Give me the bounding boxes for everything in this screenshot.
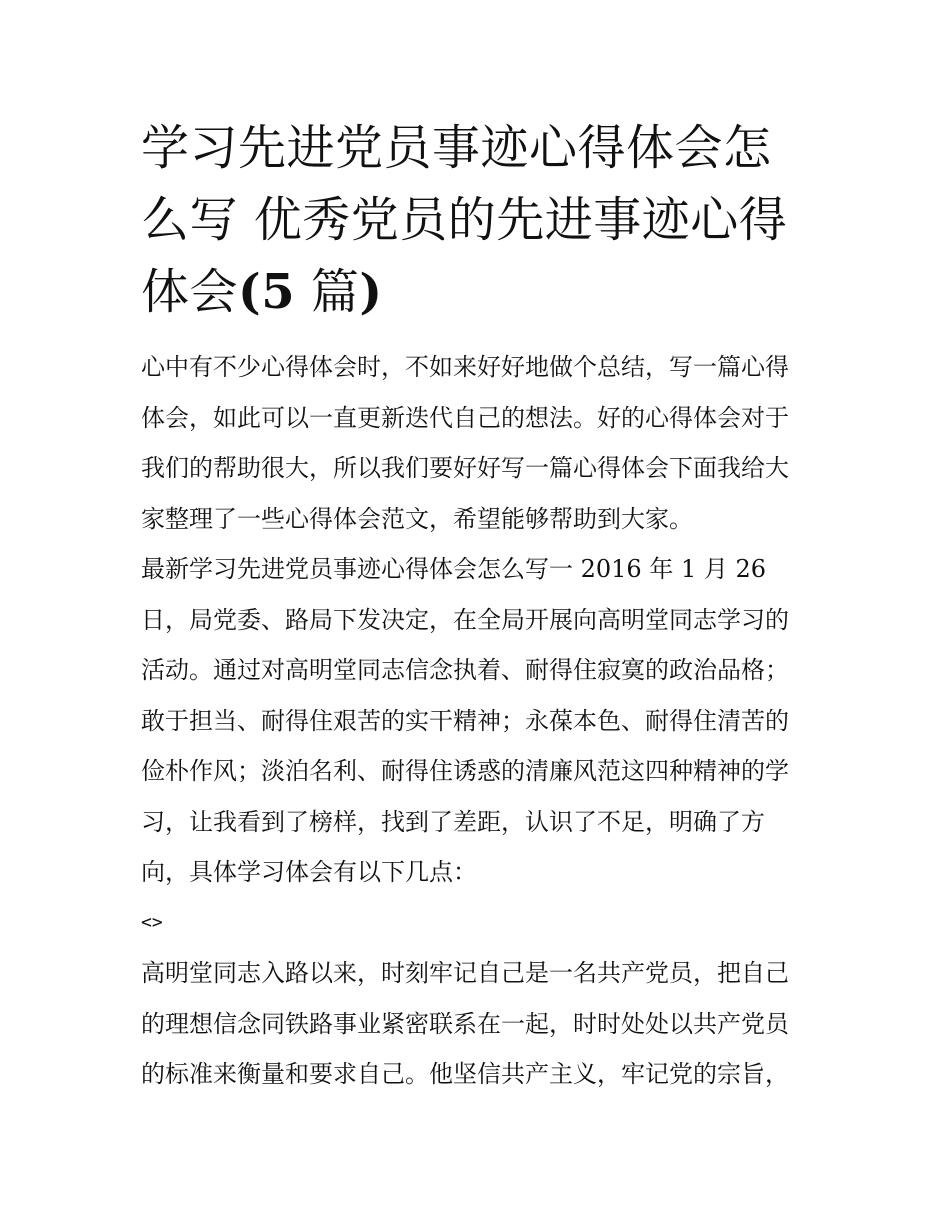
- essay-1-line-6: 习，让我看到了榜样，找到了差距，认识了不足，明确了方: [141, 807, 765, 836]
- intro-paragraph: [141, 342, 813, 544]
- document-body: [141, 342, 813, 1100]
- intro-line-2: 体会，如此可以一直更新迭代自己的想法。好的心得体会对于: [141, 403, 789, 432]
- essay-1-line-2: 日，局党委、路局下发决定，在全局开展向高明堂同志学习的: [141, 605, 789, 634]
- section-symbol: <>: [141, 911, 163, 933]
- document-content: [141, 112, 813, 1100]
- document-title: [141, 112, 813, 328]
- essay-paragraph-2: [141, 948, 813, 1100]
- essay-2-line-1: 高明堂同志入路以来，时刻牢记自己是一名共产党员，把自己: [141, 959, 789, 987]
- title-line-3-number: (5: [238, 264, 296, 320]
- intro-line-3: 我们的帮助很大，所以我们要好好写一篇心得体会下面我给大: [141, 454, 789, 482]
- intro-line-1: 心中有不少心得体会时，不如来好好地做个总结，写一篇心得: [141, 353, 789, 381]
- intro-line-4: 家整理了一些心得体会范文，希望能够帮助到大家。: [141, 504, 693, 533]
- title-line-3: [141, 256, 813, 328]
- section-symbol-paragraph: [141, 898, 813, 949]
- title-line-1: 学习先进党员事迹心得体会怎: [141, 120, 772, 176]
- title-line-2: 么写 优秀党员的先进事迹心得: [141, 192, 788, 248]
- essay-1-line-5: 俭朴作风；淡泊名利、耐得住诱惑的清廉风范这四种精神的学: [141, 757, 789, 785]
- title-line-3-prefix: 体会: [141, 264, 239, 320]
- essay-1-line-4: 敢于担当、耐得住艰苦的实干精神；永葆本色、耐得住清苦的: [141, 706, 789, 735]
- title-line-3-suffix: ): [359, 264, 383, 320]
- essay-paragraph-1: [141, 544, 813, 898]
- essay-1-line-3: 活动。通过对高明堂同志信念执着、耐得住寂寞的政治品格；: [141, 656, 789, 684]
- essay-1-line-7: 向，具体学习体会有以下几点：: [141, 858, 477, 886]
- title-line-3-mid: 篇: [295, 264, 360, 320]
- essay-2-line-3: 的标准来衡量和要求自己。他坚信共产主义，牢记党的宗旨，: [141, 1060, 789, 1088]
- essay-1-line-1: 最新学习先进党员事迹心得体会怎么写一 2016 年 1 月 26: [141, 555, 767, 583]
- essay-2-line-2: 的理想信念同铁路事业紧密联系在一起，时时处处以共产党员: [141, 1009, 789, 1038]
